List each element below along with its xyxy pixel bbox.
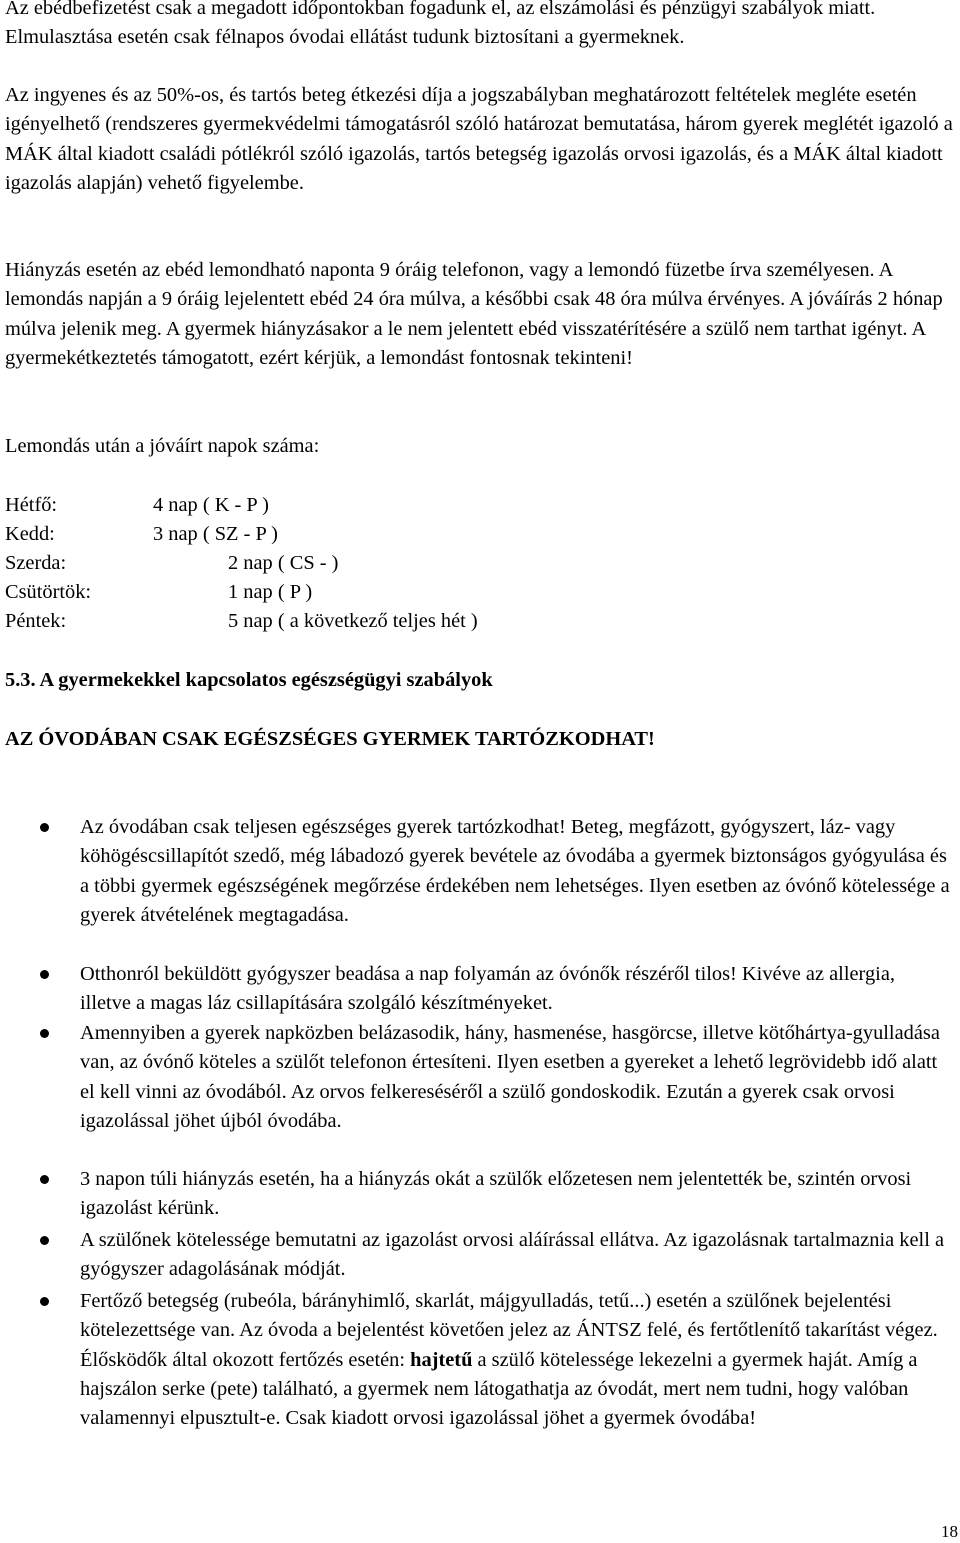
list-item-text: A szülőnek kötelessége bemutatni az igazolást orvosi aláírással ellátva. Az igazolásnak tartalmaznia kell a gyógyszer adagolásának módját. [80, 1229, 945, 1281]
list-item [80, 1165, 950, 1224]
day-value-thursday: 1 nap ( P ) [228, 581, 313, 603]
caps-heading: AZ ÓVODÁBAN CSAK EGÉSZSÉGES GYERMEK TARTÓZKODHAT! [5, 728, 655, 750]
list-item [80, 960, 950, 1019]
list-item [80, 1226, 950, 1285]
list-item [80, 813, 950, 930]
day-label-wednesday: Szerda: [5, 552, 67, 574]
day-label-thursday: Csütörtök: [5, 581, 92, 603]
list-item-bold-word: hajtetű [410, 1348, 473, 1371]
list-item-text-start: Fertőző betegség (rubeóla, bárányhimlő, skarlát, májgyulladás, tetű...) esetén a szülőnek bejelentési kötelezettsége van. Az óvoda a bejelentést követően jelez az ÁNTSZ felé, és fertőtlenítő takarítást végez. Élősködők által okozott fertőzés esetén: [80, 1290, 938, 1371]
day-value-monday: 4 nap ( K - P ) [153, 494, 269, 516]
day-value-tuesday: 3 nap ( SZ - P ) [153, 523, 278, 545]
bullet-icon [40, 1297, 49, 1306]
list-item-text: Otthonról beküldött gyógyszer beadása a nap folyamán az óvónők részéről tilos! Kivéve az allergia, illetve a magas láz csillapítására szolgáló készítményeket. [80, 963, 895, 1015]
section-heading: 5.3. A gyermekekkel kapcsolatos egészségügyi szabályok [5, 669, 493, 691]
list-item-text: 3 napon túli hiányzás esetén, ha a hiányzás okát a szülők előzetesen nem jelentették be, szintén orvosi igazolást kérünk. [80, 1168, 912, 1220]
day-value-wednesday: 2 nap ( CS - ) [228, 552, 339, 574]
list-item-text: Amennyiben a gyerek napközben belázasodik, hány, hasmenése, hasgörcse, illetve kötőhártya-gyulladása van, az óvónő köteles a szülőt telefonon értesíteni. Ilyen esetben a gyereket a lehető legrövidebb idő alatt el kell vinni az óvodából. Az orvos felkereséséről a szülő gondoskodik. Ezután a gyerek csak orvosi igazolással jöhet újból óvodába. [80, 1022, 940, 1132]
bullet-icon [40, 1175, 49, 1184]
day-value-friday: 5 nap ( a következő teljes hét ) [228, 610, 478, 632]
day-label-friday: Péntek: [5, 610, 67, 632]
list-item-text-end: a szülő kötelessége lekezelni a gyermek haját. Amíg a hajszálon serke (pete) található, a gyermek nem látogathatja az óvodát, mert nem tudni, hogy valóban valamennyi elpusztult-e. Csak kiadott orvosi igazolással jöhet a gyermek óvodába! [80, 1348, 918, 1430]
list-item-text: Az óvodában csak teljesen egészséges gyerek tartózkodhat! Beteg, megfázott, gyógyszert, láz- vagy köhögéscsillapítót szedő, még lábadozó gyerek bevétele az óvodába a gyermek biztonságos gyógyulása és a többi gyermek egészségének megőrzése érdekében nem lehetséges. Ilyen esetben az óvónő kötelessége a gyerek átvételének megtagadása. [80, 816, 950, 926]
paragraph-free-meal-eligibility: Az ingyenes és az 50%-os, és tartós beteg étkezési díja a jogszabályban meghatározott feltételek megléte esetén igényelhető (rendszeres gyermekvédelmi támogatásról szóló határozat bemutatása, három gyerek meglétét igazoló a MÁK által kiadott családi pótlékról szóló igazolás, tartós betegség igazolás orvosi igazolás, és a MÁK által kiadott igazolás alapján) vehető figyelembe. [5, 84, 953, 194]
list-item [80, 1019, 950, 1136]
bullet-icon [40, 970, 49, 979]
bullet-icon [40, 823, 49, 832]
paragraph-payment-deadline: Az ebédbefizetést csak a megadott időpontokban fogadunk el, az elszámolási és pénzügyi szabályok miatt. Elmulasztása esetén csak félnapos óvodai ellátást tudunk biztosítani a gyermeknek. [5, 0, 876, 49]
bullet-icon [40, 1236, 49, 1245]
day-label-monday: Hétfő: [5, 494, 58, 516]
bullet-icon [40, 1029, 49, 1038]
credited-days-title: Lemondás után a jóváírt napok száma: [5, 435, 320, 457]
paragraph-absence-cancellation: Hiányzás esetén az ebéd lemondható naponta 9 óráig telefonon, vagy a lemondó füzetbe írva személyesen. A lemondás napján a 9 óráig lejelentett ebéd 24 óra múlva, a későbbi csak 48 óra múlva érvényes. A jóváírás 2 hónap múlva jelenik meg. A gyermek hiányzásakor a le nem jelentett ebéd visszatérítésére a szülő nem tarthat igényt. A gyermekétkeztetés támogatott, ezért kérjük, a lemondást fontosnak tekinteni! [5, 259, 943, 369]
page-number: 18 [941, 1522, 958, 1541]
list-item [80, 1287, 950, 1433]
day-label-tuesday: Kedd: [5, 523, 55, 545]
